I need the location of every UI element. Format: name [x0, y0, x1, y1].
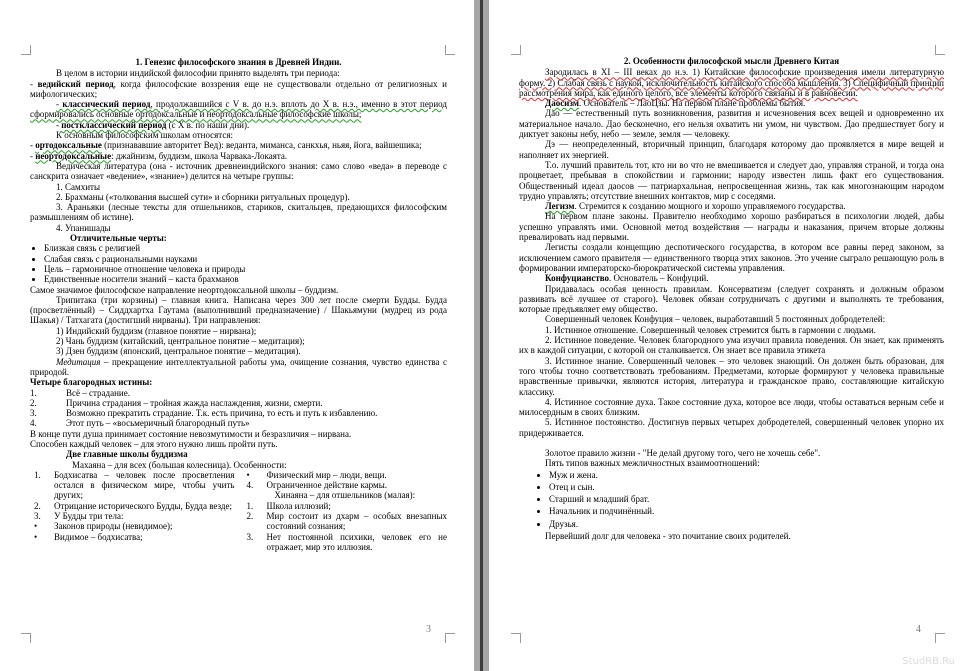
paragraph: В целом в истории индийской философии принято выделять три периода: [56, 68, 340, 79]
paragraph: В конце пути душа принимает состояние невозмутимости и безразличия – нирвана. [30, 428, 352, 439]
margin-corner-mark [21, 633, 31, 643]
paragraph: Т.о. лучший правитель тот, кто ни во что не вмешивается и следует дао, управляя страной, и тогда она процветает, пребывая в спокойствии и гармонии; народу известен лишь факт его существования. Общественный идеал даосов — патриархальная, непросвещенная жизнь, так как многознающим народом трудно управлять; отсутствие внешних контактов, мир с соседями. [519, 159, 944, 201]
list-item: • Друзья. [549, 519, 944, 529]
section-title: 2. Особенности философской мысли Древнего Китая [623, 56, 840, 66]
paragraph: Совершенный человек Конфуция – человек, выработавший 5 постоянных добродетелей: [545, 314, 886, 325]
blank-line [519, 438, 944, 448]
watermark: StudRB.Ru [902, 656, 955, 667]
subheading: Две главные школы буддизма [66, 449, 188, 460]
document-page-left [0, 0, 474, 671]
virtue-item: 5. Истинное постоянство. Достигнув первых четырех добродетелей, совершенный человек упорно их придерживается. [519, 417, 944, 438]
document-page-right [489, 0, 963, 671]
paragraph: Придавалась особая ценность правилам. Консерватизм (следует сохранять и должным образом развивать всё лучшее от старого). Человек обязан сотрудничать с другими и выполнять те требования, которые предъявляет ему общество. [519, 283, 944, 315]
paragraph: На первом плане законы. Правителю необходимо хорошо разбираться в психологии людей, дабы успешно управлять ими. Основной метод воздействия — награды и наказания, причем вторые должны превалировать над первыми. [519, 211, 944, 243]
virtue-item: 1. Истинное отношение. Совершенный человек стремится быть в гармонии с людьми. [545, 324, 876, 335]
list-item: • Физический мир – люди, вещи. [246, 469, 387, 480]
list-item: • Единственные носители знаний – каста брахманов [44, 274, 447, 284]
paragraph: К основным философским школам относятся: [56, 130, 233, 141]
paragraph: Дэ — неопределенный, вторичный принцип, благодаря которому дао проявляется в мире вещей и наполняет их энергией. [519, 139, 944, 160]
virtue-item: 2. Истинное поведение. Человек благородного ума изучил правила поведения. Он знает, как применять их в каждой ситуации, с которой он сталкивается. Он знает все правила этикета [519, 335, 944, 356]
virtue-item: 4. Истинное состояние духа. Такое состояние духа, которое все люди, чтобы оставаться верным себе и милосердным в своих близким. [519, 396, 944, 418]
direction-item: 2) Чань буддизм (китайский, центральное понятие – медитация); [56, 336, 305, 347]
paragraph: Самое значимое философское направление неортодоксальной школы – буддизм. [30, 284, 339, 295]
left-column [30, 470, 235, 552]
page-body [519, 56, 944, 541]
list-item: 2. Отрицание исторического Будды, Будда везде; [34, 500, 232, 511]
period-item: - постклассический период (с X в. по наши дни). [56, 119, 250, 130]
paragraph: Хинаяна – для отшельников (малая): [274, 490, 416, 501]
page-divider [480, 0, 483, 671]
school-item: - неортодоксальные: джайнизм, буддизм, школа Чарвака-Локаята. [30, 150, 288, 161]
subheading: Четыре благородных истины: [30, 377, 153, 388]
paragraph: Трипитака (три корзины) – главная книга. Написана через 300 лет после смерти Будды. Будда (просветлённый) – Сиддхартха Гаутама (выполнивший предназначение) / Шакьямуни (мудрец из рода Шакья) / Татхагата (достигший нирваны). Три направления: [30, 294, 447, 326]
subheading: Отличительные черты: [70, 233, 167, 244]
list-item: 3. Нет постоянной психики, человек его не отражает, мир это иллюзия. [246, 531, 447, 552]
paragraph: Пять типов важных межличностных взаимоотношений: [545, 458, 760, 469]
traits-list [30, 243, 447, 284]
direction-item: 3) Дзен буддизм (японский, центральное понятие – медитация). [56, 346, 301, 357]
list-item: 4. Ограниченное действие кармы. [246, 480, 388, 491]
margin-corner-mark [511, 45, 521, 55]
truths-list [30, 388, 447, 429]
list-item: • Начальник и подчинённый. [549, 506, 944, 516]
list-item: 1. Всё – страдание. [30, 387, 130, 398]
paragraph: Золотое правило жизни - "Не делай другому того, чего не хочешь себе". [545, 447, 821, 458]
list-item: • Цель – гармоничное отношение человека и природы [44, 264, 447, 274]
page-number: 3 [426, 624, 431, 635]
margin-corner-mark [445, 45, 455, 55]
margin-corner-mark [445, 633, 455, 643]
vedic-group-item: 1. Самхиты [56, 181, 100, 192]
list-item: 2. Мир состоит из дхарм – особых внезапных состояний сознания; [246, 511, 447, 532]
relations-list [519, 470, 944, 529]
page-body [30, 57, 447, 552]
paragraph: Легизм. Стремится к созданию мощного и хорошо управляемого государства. [545, 201, 846, 212]
list-item: • Старший и младший брат. [549, 494, 944, 504]
school-item: - ортодоксальные (признававшие авторитет Вед): веданта, миманса, санкхья, ньяя, йога, вайшешика; [30, 140, 422, 151]
paragraph: Медитация – прекращение интеллектуальной работы ума, очищение сознания, чувство единства с природой. [30, 356, 447, 377]
paragraph: Махаяна – для всех (большая колесница). Особенности: [72, 459, 287, 470]
paragraph: Первейший долг для человека - это почитание своих родителей. [545, 531, 791, 542]
vedic-group-item: 2. Брахманы («толкования высшей сути» и сборники ритуальных процедур). [56, 191, 350, 202]
paragraph: Зародилась в XI – III веках до н.э. 1) Китайские философские произведения имели литературную форму. 2) Слабая связь с наукой, исключительность китайского способа мышления. 3) Специфичный принцип рассмотрения мира, как единого целого, все элементы которого связаны и в равновесии. [519, 67, 944, 98]
list-item: 4. Этот путь – «восьмеричный благородный путь» [30, 418, 250, 429]
paragraph: Легисты создали концепцию деспотического государства, в котором все равны перед законом, за исключением самого правителя — единственного творца этих законов. Это учение сыграло решающую роль в формировании императорско-бюрократической системы управления. [519, 242, 944, 273]
period-item: - классический период, продолжавшийся с V в. до н.э. вплоть до X в. н.э., именно в этот период сформировались основные ортодоксальные и неортодоксальные философские школы; [30, 99, 447, 120]
paragraph: Дао — естественный путь возникновения, развития и исчезновения всех вещей и одновременно их материальное начало. Дао бесконечно, его нельзя охватить ни умом, ни чувством. Дао предшествует богу и диктует законы небу, небо — земле, земля — человеку. [519, 108, 944, 140]
list-item: • Муж и жена. [549, 470, 944, 480]
list-item: 2. Причина страдания – тройная жажда наслаждения, жизни, смерти. [30, 397, 323, 408]
margin-corner-mark [21, 45, 31, 55]
list-item: • Законов природы (невидимое); [34, 521, 173, 532]
virtue-item: 3. Истинное знание. Совершенный человек – это человек знающий. Он должен быть образован, для того чтобы точно соответствовать требованиям. Предметами, которые формируют у человека правильные нравственные привычки, являются история, литература и гражданское право, составляющие китайскую классику. [519, 355, 944, 397]
right-column [243, 470, 448, 552]
paragraph: Способен каждый человек – для этого нужно лишь пройти путь. [30, 438, 278, 449]
paragraph: Ведическая литература (она - источник древнеиндийского знания: само слово «веда» в переводе с санскрита означает «ведение», «знание») делится на четыре группы: [30, 160, 447, 182]
margin-corner-mark [935, 633, 945, 643]
list-item: 1. Бодхисатва – человек после просветления остался в физическом мире, чтобы учить других; [34, 469, 235, 501]
list-item: • Слабая связь с рациональными науками [44, 254, 447, 264]
paragraph: Даосизм. Основатель – ЛаоЦзы. На первом плане проблемы бытия. [545, 98, 806, 109]
list-item: • Отец и сын. [549, 482, 944, 492]
list-item: • Видимое – бодхисатва; [34, 531, 143, 542]
paragraph: Конфуцианство. Основатель – Конфуций. [545, 273, 709, 284]
margin-corner-mark [511, 633, 521, 643]
vedic-group-item: 3. Араньяки (лесные тексты для отшельников, стариков, скитальцев, предающихся философским размышлениям об истине). [30, 202, 447, 223]
two-column-list [30, 470, 447, 552]
list-item: • Близкая связь с религией [44, 243, 447, 253]
direction-item: 1) Индийский буддизм (главное понятие – нирвана); [56, 325, 257, 336]
margin-corner-mark [935, 45, 945, 55]
list-item: 3. Возможно прекратить страдание. Т.к. есть причина, то есть и путь к избавлению. [30, 408, 378, 419]
list-item: 3. У Будды три тела: [34, 511, 124, 522]
list-item: 1. Школа иллюзий; [246, 500, 331, 511]
period-item: - ведийский период, когда философские воззрения еще не существовали отдельно от религиозных и мифологических; [30, 78, 447, 99]
vedic-group-item: 4. Упанишады [56, 222, 111, 233]
section-title: 1. Генезис философского знания в Древней Индии. [135, 57, 342, 67]
page-number: 4 [916, 624, 921, 635]
